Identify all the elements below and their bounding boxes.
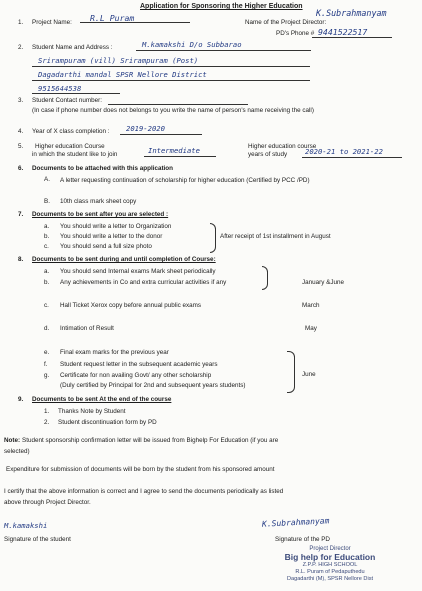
pd-stamp <box>275 546 385 583</box>
note-label: Note: <box>4 437 21 444</box>
certify-text: I certify that the above information is correct and I agree to send the documents periodically as listed <box>4 488 284 495</box>
list-marker: 2. <box>44 419 50 426</box>
expenditure-note: Expenditure for submission of documents will be born by the student from his sponsored amount <box>6 466 275 473</box>
list-item: Certificate for non availing Govt/ any other scholarship <box>60 372 212 379</box>
brace <box>210 223 216 253</box>
item-number: 8. <box>18 256 24 263</box>
student-name-underline <box>136 50 311 51</box>
list-item: Hall Ticket Xerox copy before annual public exams <box>60 302 202 309</box>
brace <box>262 266 268 290</box>
project-name-label: Project Name: <box>32 19 72 26</box>
year-x-underline <box>120 134 202 135</box>
list-marker: b. <box>44 279 50 286</box>
project-name-underline <box>80 22 190 23</box>
list-item: 10th class mark sheet copy <box>60 198 137 205</box>
list-item: A letter requesting continuation of scholarship for higher education (Certified by PCC /PD) <box>60 177 310 184</box>
address-underline-1 <box>32 66 310 67</box>
list-item: Intimation of Result <box>60 325 114 332</box>
years-label: Higher education course <box>248 143 317 150</box>
student-name-value[interactable]: M.kamakshi D/o Subbarao <box>142 40 242 49</box>
address-underline-3 <box>32 93 120 94</box>
project-name-value[interactable]: R.L Puram <box>90 13 135 23</box>
list-item: Any achievements in Co and extra curricular activities if any <box>60 279 227 286</box>
section-heading: Documents to be attached with this application <box>32 165 173 172</box>
item-number: 4. <box>18 128 24 135</box>
item-number: 7. <box>18 211 24 218</box>
certify-text: above through Project Director. <box>4 499 91 506</box>
note-text: Student sponsorship confirmation letter will be issued from Bighelp For Education (if you are <box>22 437 279 444</box>
item-number: 6. <box>18 165 24 172</box>
note-text: selected) <box>4 448 30 455</box>
page-title: Application for Sponsoring the Higher Education <box>140 3 303 10</box>
pd-signature-label: Signature of the PD <box>275 536 330 543</box>
list-marker: a. <box>44 268 50 275</box>
item-number: 2. <box>18 44 24 51</box>
pd-phone-label: PD's Phone # <box>276 30 315 37</box>
section-heading: Documents to be sent At the end of the course <box>32 396 172 403</box>
list-item: You should send a full size photo <box>60 243 152 250</box>
stamp-line: Z.P.P. HIGH SCHOOL <box>302 562 358 568</box>
list-item: You should send Internal exams Mark sheet periodically <box>60 268 216 275</box>
years-underline <box>302 157 402 158</box>
list-marker: B. <box>44 198 50 205</box>
director-name-label: Name of the Project Director: <box>245 19 327 26</box>
address-line-1[interactable]: Srirampuram (vill) Srirampuram (Post) <box>38 56 199 65</box>
director-name-value[interactable]: K.Subrahmanyam <box>316 8 387 18</box>
list-item: (Duly certified by Principal for 2nd and subsequent years students) <box>60 382 246 389</box>
item-number: 5. <box>18 143 24 150</box>
list-marker: g. <box>44 372 50 379</box>
year-x-label: Year of X class completion : <box>32 128 110 135</box>
list-marker: 1. <box>44 408 50 415</box>
address-underline-2 <box>32 80 310 81</box>
section-heading: Documents to be sent after you are selected : <box>32 211 169 218</box>
item-number: 9. <box>18 396 24 403</box>
years-label: years of study <box>248 151 288 158</box>
student-signature[interactable]: M.kamakshi <box>4 521 48 530</box>
address-line-2[interactable]: Dagadarthi mandal SPSR Nellore District <box>38 70 207 79</box>
during-efg-when: June <box>302 371 316 378</box>
student-name-label: Student Name and Address : <box>32 44 113 51</box>
student-signature-label: Signature of the student <box>4 536 71 543</box>
list-item: You should write a letter to Organization <box>60 223 172 230</box>
list-item: Final exam marks for the previous year <box>60 349 169 356</box>
list-item: You should write a letter to the donor <box>60 233 163 240</box>
after-note: After receipt of 1st installment in August <box>220 233 331 240</box>
course-label: Higher education Course <box>35 143 105 150</box>
stamp-line: Big help for Education <box>284 552 376 562</box>
list-item: Thanks Note by Student <box>58 408 126 415</box>
list-marker: c. <box>44 243 49 250</box>
pd-phone-underline <box>312 37 392 38</box>
list-marker: b. <box>44 233 50 240</box>
list-marker: e. <box>44 349 50 356</box>
item-number: 3. <box>18 97 24 104</box>
list-marker: a. <box>44 223 50 230</box>
year-x-value[interactable]: 2019-2020 <box>126 124 165 133</box>
stamp-line: R.L. Puram of Pedaputhedu <box>295 569 365 575</box>
contact-underline <box>108 104 248 105</box>
list-marker: f. <box>44 361 48 368</box>
during-d-when: May <box>305 325 317 332</box>
stamp-line: Dagadarthi (M), SPSR Nellore Dist <box>286 576 374 582</box>
course-value[interactable]: Intermediate <box>148 146 200 155</box>
contact-note: (In case if phone number does not belongs to you write the name of person's name receiving the call) <box>32 107 314 114</box>
years-value[interactable]: 2020-21 to 2021-22 <box>305 147 383 156</box>
section-heading: Documents to be sent during and until completion of Course: <box>32 256 216 263</box>
stamp-line: Project Director <box>309 546 351 552</box>
list-marker: d. <box>44 325 50 332</box>
list-item: Student discontinuation form by PD <box>58 419 157 426</box>
list-marker: A. <box>44 176 50 183</box>
address-line-3[interactable]: 9515644538 <box>38 84 82 93</box>
during-c-when: March <box>302 302 320 309</box>
course-label: in which the student like to join <box>32 151 118 158</box>
brace <box>287 351 295 393</box>
pd-phone-value[interactable]: 9441522517 <box>318 27 368 37</box>
during-b-when: January &June <box>302 279 345 286</box>
contact-label: Student Contact number: <box>32 97 103 104</box>
list-item: Student request letter in the subsequent academic years <box>60 361 218 368</box>
course-underline <box>144 156 216 157</box>
item-number: 1. <box>18 19 24 26</box>
pd-signature[interactable]: K.Subrahmanyam <box>261 516 330 529</box>
list-marker: c. <box>44 302 49 309</box>
